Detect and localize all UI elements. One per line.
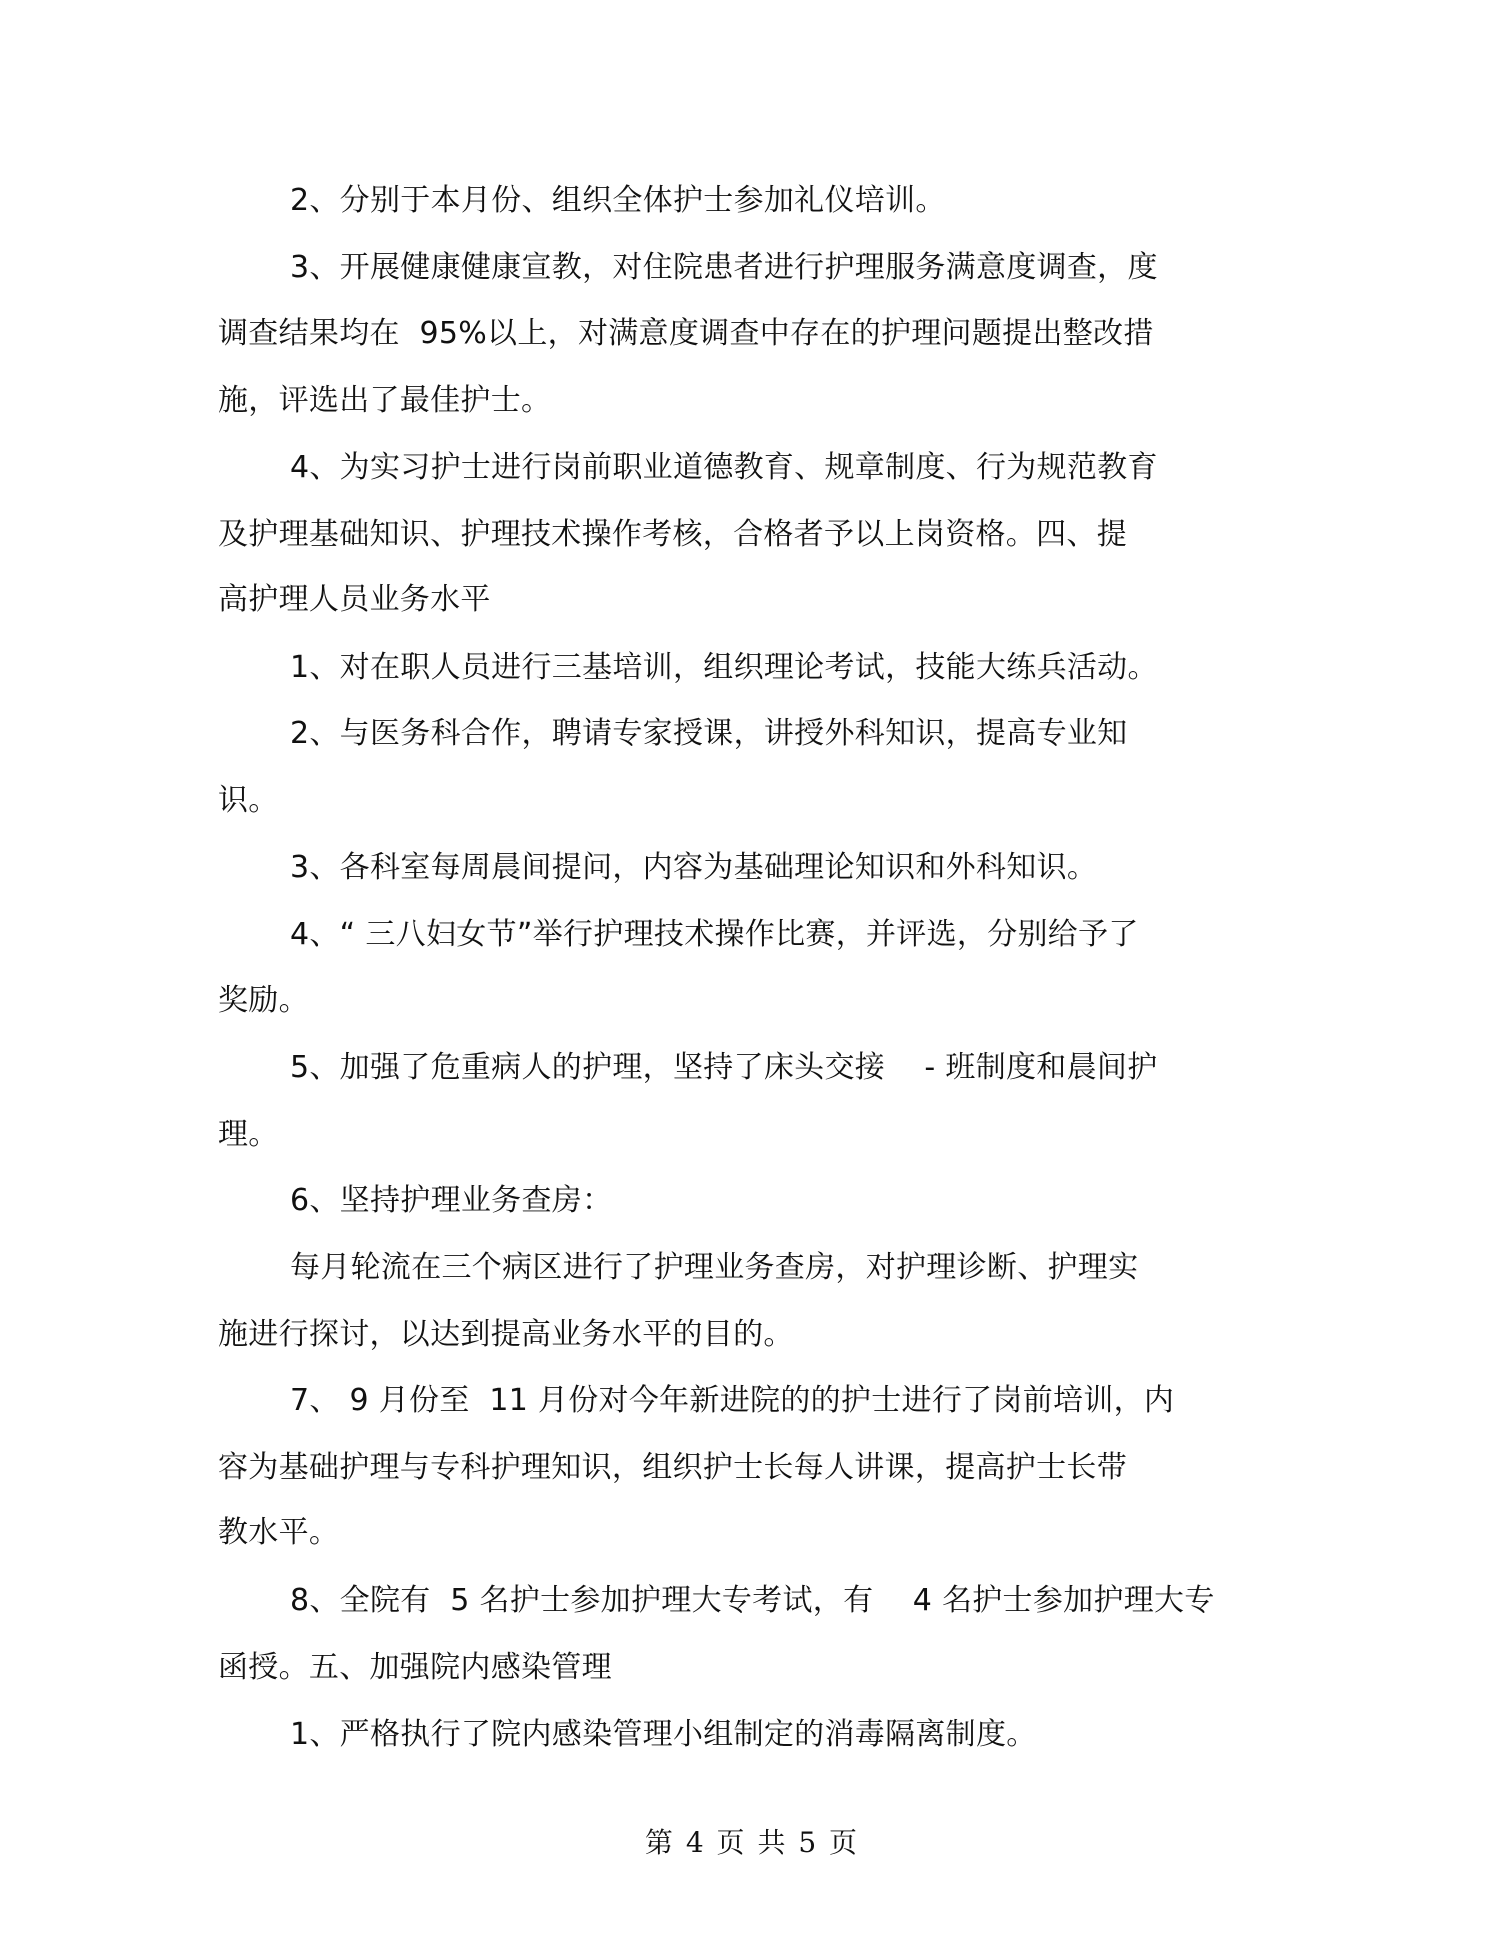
paragraph-line: 容为基础护理与专科护理知识，组织护士长每人讲课，提高护士长带	[218, 1450, 1127, 1485]
paragraph-line: 及护理基础知识、护理技术操作考核，合格者予以上岗资格。四、提	[218, 517, 1127, 552]
paragraph-line: 8、全院有 5 名护士参加护理大专考试，有 4 名护士参加护理大专	[290, 1583, 1215, 1618]
paragraph-line: 4、为实习护士进行岗前职业道德教育、规章制度、行为规范教育	[290, 450, 1158, 485]
paragraph-line: 理。	[218, 1117, 279, 1152]
paragraph-line: 2、分别于本月份、组织全体护士参加礼仪培训。	[290, 183, 946, 218]
paragraph-line: 奖励。	[218, 983, 309, 1018]
paragraph-line: 5、加强了危重病人的护理，坚持了床头交接 - 班制度和晨间护	[290, 1050, 1158, 1085]
paragraph-line: 7、 9 月份至 11 月份对今年新进院的的护士进行了岗前培训，内	[290, 1383, 1175, 1418]
paragraph-line: 识。	[218, 783, 279, 818]
paragraph-line: 函授。五、加强院内感染管理	[218, 1650, 612, 1685]
paragraph-line: 1、严格执行了院内感染管理小组制定的消毒隔离制度。	[290, 1717, 1037, 1752]
paragraph-line: 3、各科室每周晨间提问，内容为基础理论知识和外科知识。	[290, 850, 1098, 885]
paragraph-line: 3、开展健康健康宣教，对住院患者进行护理服务满意度调查，度	[290, 250, 1158, 285]
paragraph-line: 1、对在职人员进行三基培训，组织理论考试，技能大练兵活动。	[290, 650, 1158, 685]
paragraph-line: 施，评选出了最佳护士。	[218, 383, 552, 418]
page-number-footer: 第 4 页 共 5 页	[644, 1826, 860, 1859]
paragraph-line: 每月轮流在三个病区进行了护理业务查房，对护理诊断、护理实	[290, 1250, 1139, 1285]
paragraph-line: 教水平。	[218, 1515, 340, 1550]
paragraph-line: 4、“ 三八妇女节”举行护理技术操作比赛，并评选，分别给予了	[290, 917, 1139, 952]
paragraph-line: 高护理人员业务水平	[218, 582, 491, 617]
paragraph-line: 调查结果均在 95%以上，对满意度调查中存在的护理问题提出整改措	[218, 316, 1154, 351]
paragraph-line: 6、坚持护理业务查房：	[290, 1183, 613, 1218]
paragraph-line: 2、与医务科合作，聘请专家授课，讲授外科知识，提高专业知	[290, 716, 1128, 751]
paragraph-line: 施进行探讨，以达到提高业务水平的目的。	[218, 1317, 794, 1352]
